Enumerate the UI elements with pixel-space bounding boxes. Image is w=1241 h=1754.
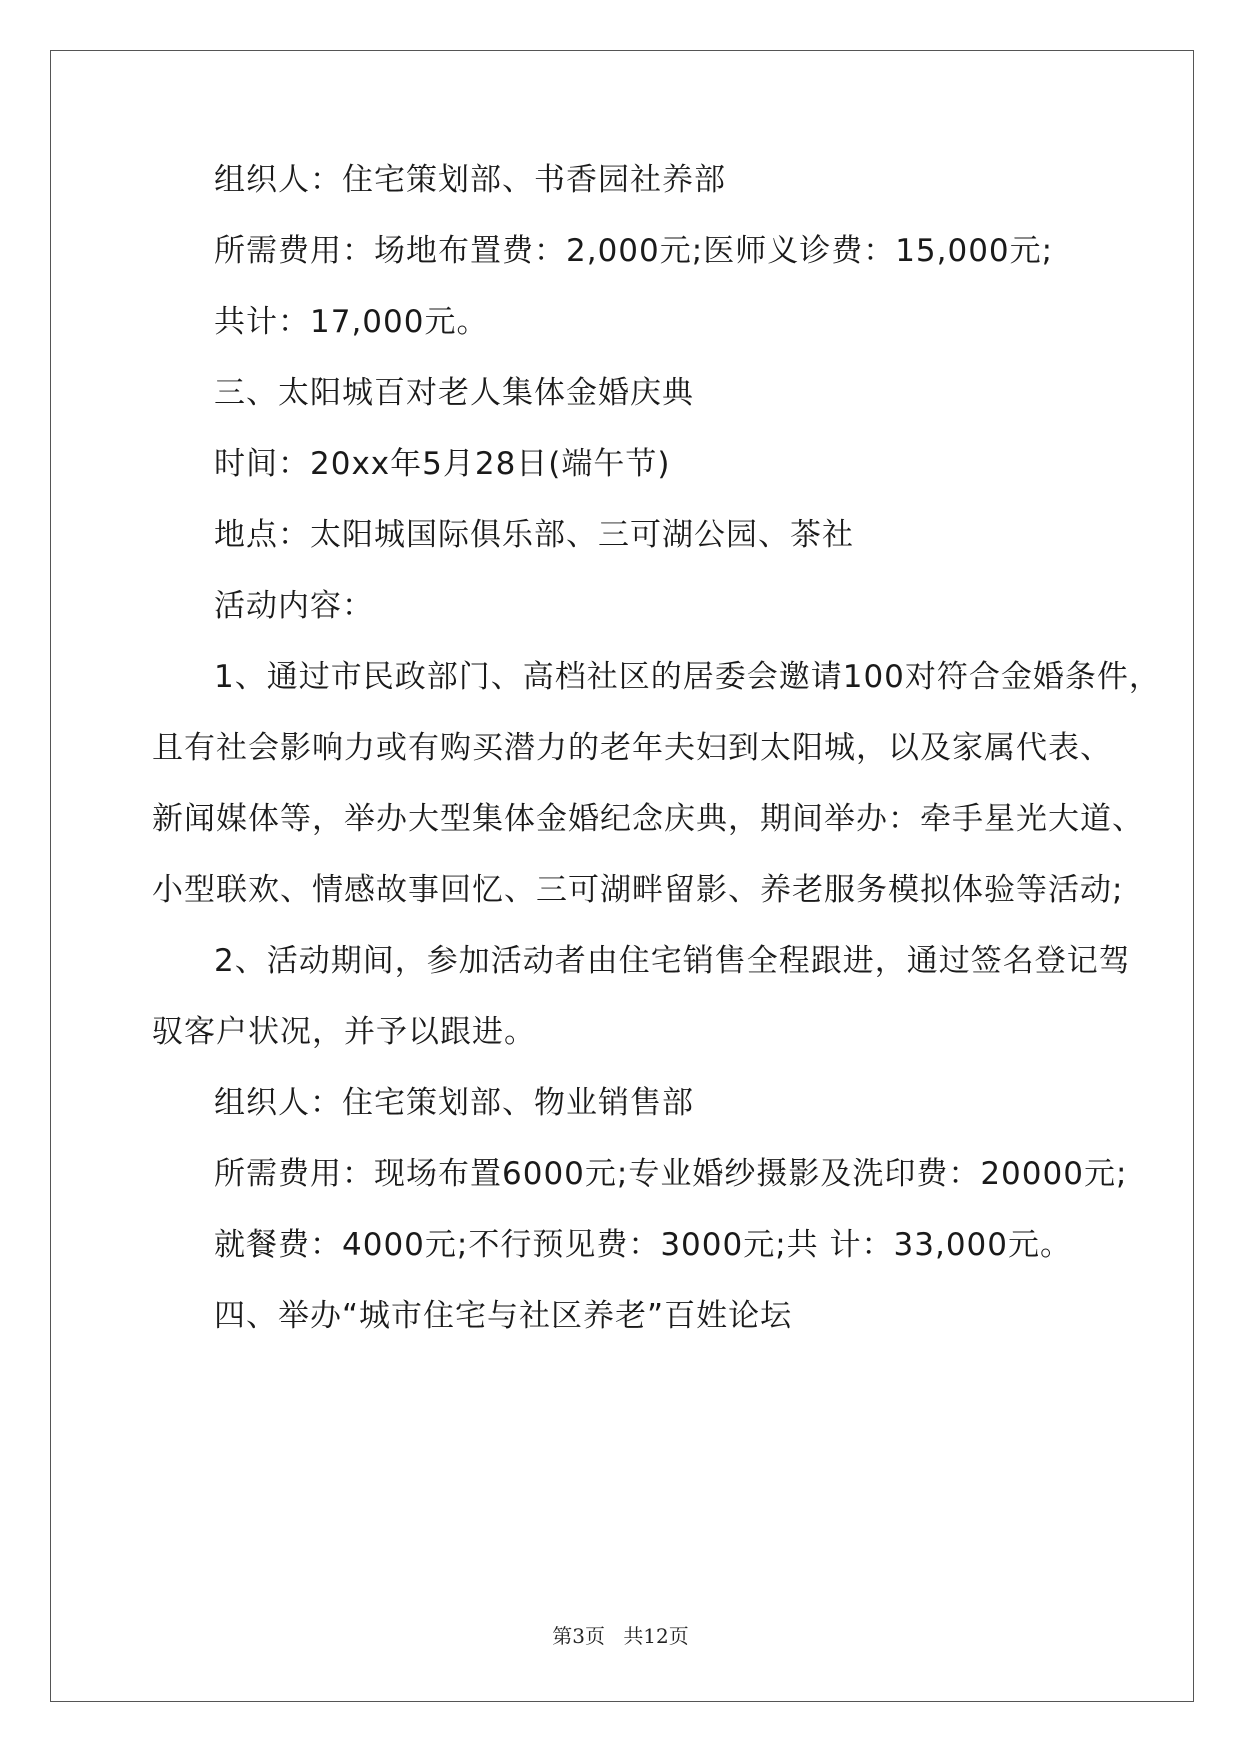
text-line: 新闻媒体等，举办大型集体金婚纪念庆典，期间举办：牵手星光大道、: [152, 801, 1144, 837]
text-line: 小型联欢、情感故事回忆、三可湖畔留影、养老服务模拟体验等活动;: [152, 872, 1124, 908]
text-line: 组织人：住宅策划部、物业销售部: [214, 1085, 694, 1121]
text-line: 共计：17,000元。: [214, 304, 489, 340]
text-line: 时间：20xx年5月28日(端午节): [214, 446, 671, 482]
text-line: 就餐费：4000元;不行预见费：3000元;共 计：33,000元。: [214, 1227, 1072, 1263]
text-line: 地点：太阳城国际俱乐部、三可湖公园、茶社: [214, 517, 854, 553]
text-line: 所需费用：场地布置费：2,000元;医师义诊费：15,000元;: [214, 233, 1054, 269]
section-heading: 四、举办“城市住宅与社区养老”百姓论坛: [214, 1298, 793, 1334]
page-footer: [0, 1620, 1241, 1649]
text-line: 驭客户状况，并予以跟进。: [152, 1014, 536, 1050]
page-number: 第3页: [552, 1624, 605, 1648]
text-line: 且有社会影响力或有购买潜力的老年夫妇到太阳城，以及家属代表、: [152, 730, 1112, 766]
text-line: 1、通过市民政部门、高档社区的居委会邀请100对符合金婚条件，: [214, 659, 1161, 695]
text-line: 活动内容：: [214, 588, 374, 624]
section-heading: 三、太阳城百对老人集体金婚庆典: [214, 375, 694, 411]
page-total: 共12页: [623, 1624, 689, 1648]
text-line: 所需费用：现场布置6000元;专业婚纱摄影及洗印费：20000元;: [214, 1156, 1128, 1192]
text-line: 2、活动期间，参加活动者由住宅销售全程跟进，通过签名登记驾: [214, 943, 1131, 979]
text-line: 组织人：住宅策划部、书香园社养部: [214, 162, 726, 198]
